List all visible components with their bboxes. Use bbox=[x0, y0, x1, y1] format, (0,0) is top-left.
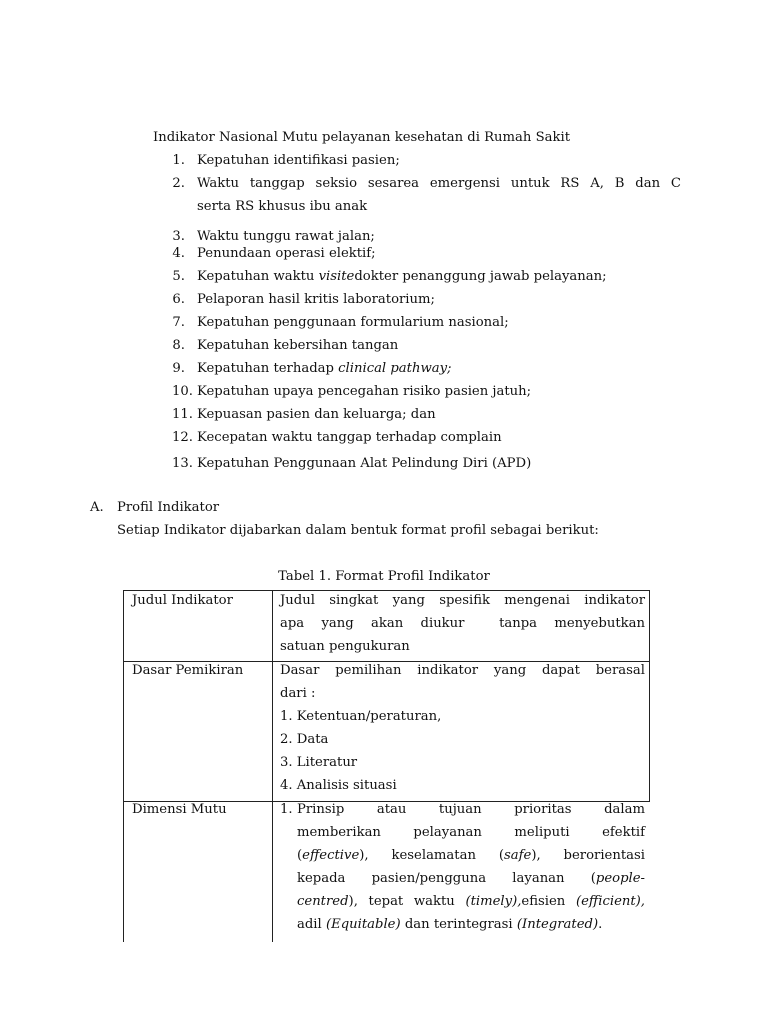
list-item: Penundaan operasi elektif; bbox=[197, 246, 376, 261]
list-item: Waktu tunggu rawat jalan; bbox=[197, 229, 375, 244]
table-cell-text: Dasar pemilihan indikator yang dapat berasal bbox=[280, 663, 645, 678]
list-number: 9. bbox=[172, 361, 185, 376]
table-border bbox=[649, 590, 650, 802]
list-number: 13. bbox=[172, 456, 193, 471]
list-number: 11. bbox=[172, 407, 193, 422]
table-cell-text: dari : bbox=[280, 686, 316, 701]
list-item: Kepatuhan waktu visitedokter penanggung jawab pelayanan; bbox=[197, 269, 607, 284]
list-item: Pelaporan hasil kritis laboratorium; bbox=[197, 292, 435, 307]
table-cell-text: (effective), keselamatan (safe), berorientasi bbox=[297, 848, 645, 863]
table-border bbox=[123, 590, 650, 591]
table-cell-text: centred), tepat waktu (timely),efisien (efficient), bbox=[297, 894, 646, 909]
table-border bbox=[272, 590, 273, 942]
list-item: Waktu tanggap seksio sesarea emergensi untuk RS A, B dan C bbox=[197, 176, 681, 191]
table-cell-text: satuan pengukuran bbox=[280, 639, 410, 654]
table-cell-text: Prinsip atau tujuan prioritas dalam bbox=[297, 802, 645, 817]
table-cell-label: Dimensi Mutu bbox=[132, 802, 227, 817]
list-item: Kepatuhan penggunaan formularium nasional; bbox=[197, 315, 509, 330]
table-cell-text: apa yang akan diukur tanpa menyebutkan bbox=[280, 616, 645, 631]
list-number: 7. bbox=[172, 315, 185, 330]
list-number: 5. bbox=[172, 269, 185, 284]
table-border bbox=[123, 661, 650, 662]
section-heading: Profil Indikator bbox=[117, 500, 220, 515]
list-title: Indikator Nasional Mutu pelayanan kesehatan di Rumah Sakit bbox=[153, 130, 571, 145]
table-cell-text: kepada pasien/pengguna layanan (people- bbox=[297, 871, 645, 886]
table-cell-text: 2. Data bbox=[280, 732, 329, 747]
list-number: 4. bbox=[172, 246, 185, 261]
list-item: Kepatuhan Penggunaan Alat Pelindung Diri (APD) bbox=[197, 456, 532, 471]
list-number: 10. bbox=[172, 384, 193, 399]
list-item: Kepatuhan kebersihan tangan bbox=[197, 338, 399, 353]
list-item: Kepatuhan upaya pencegahan risiko pasien jatuh; bbox=[197, 384, 532, 399]
table-cell-text: 1. Ketentuan/peraturan, bbox=[280, 709, 442, 724]
list-number: 8. bbox=[172, 338, 185, 353]
list-item: Kepatuhan identifikasi pasien; bbox=[197, 153, 400, 168]
table-cell-text: 3. Literatur bbox=[280, 755, 358, 770]
list-item: Kepuasan pasien dan keluarga; dan bbox=[197, 407, 436, 422]
list-number: 1. bbox=[172, 153, 185, 168]
table-cell-text: Judul singkat yang spesifik mengenai indikator bbox=[280, 593, 645, 608]
section-intro: Setiap Indikator dijabarkan dalam bentuk format profil sebagai berikut: bbox=[117, 523, 599, 538]
list-item: Kecepatan waktu tanggap terhadap complain bbox=[197, 430, 502, 445]
list-number: 6. bbox=[172, 292, 185, 307]
list-number: 2. bbox=[172, 176, 185, 191]
list-number: 3. bbox=[172, 229, 185, 244]
table-cell-text: memberikan pelayanan meliputi efektif bbox=[297, 825, 645, 840]
list-item-continuation: serta RS khusus ibu anak bbox=[197, 199, 368, 214]
table-border bbox=[123, 590, 124, 942]
table-cell-text: 4. Analisis situasi bbox=[280, 778, 397, 793]
table-caption: Tabel 1. Format Profil Indikator bbox=[278, 569, 490, 584]
section-letter: A. bbox=[90, 500, 104, 515]
table-cell-text: adil (Equitable) dan terintegrasi (Integrated). bbox=[297, 917, 603, 932]
list-number: 12. bbox=[172, 430, 193, 445]
table-cell-label: Judul Indikator bbox=[132, 593, 233, 608]
table-cell-label: Dasar Pemikiran bbox=[132, 663, 244, 678]
list-item: Kepatuhan terhadap clinical pathway; bbox=[197, 361, 452, 376]
table-cell-number: 1. bbox=[280, 802, 293, 817]
